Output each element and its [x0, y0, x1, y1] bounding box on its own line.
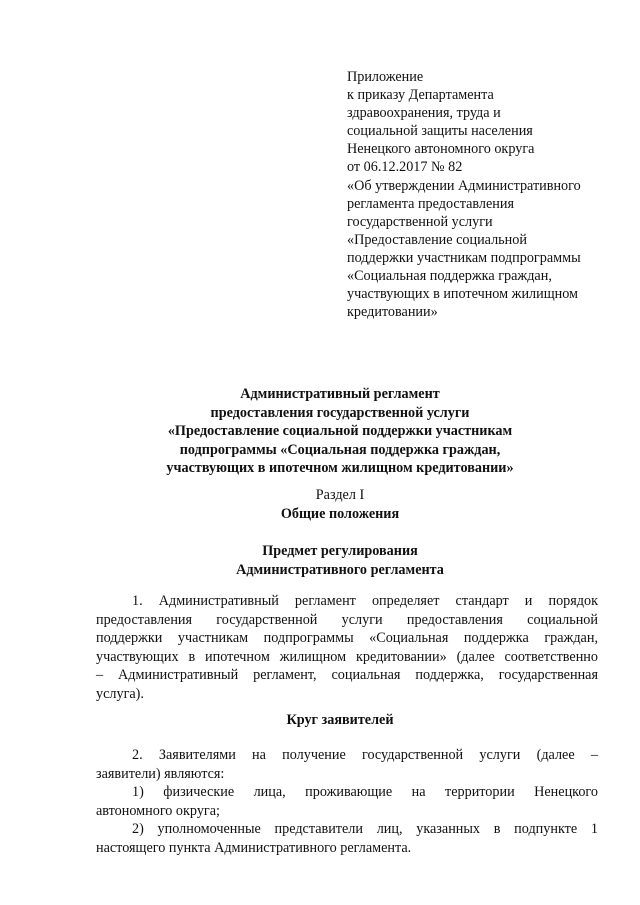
subject-heading-line-1: Предмет регулирования [262, 543, 418, 559]
paragraph-line: настоящего пункта Административного регламента. [96, 839, 412, 856]
appendix-line: к приказу Департамента [347, 87, 494, 104]
title-line: участвующих в ипотечном жилищном кредитовании» [166, 460, 514, 476]
title-line: Административный регламент [240, 386, 440, 402]
paragraph-line: заявители) являются: [96, 765, 225, 782]
paragraph-line: услуга). [96, 685, 144, 702]
appendix-line: «Социальная поддержка граждан, [347, 268, 552, 285]
paragraph-line: предоставления государственной услуги предоставления социальной [96, 611, 598, 628]
appendix-line: Приложение [347, 69, 424, 85]
appendix-line: Ненецкого автономного округа [347, 141, 535, 158]
paragraph-2 [96, 746, 598, 858]
section-number: Раздел I [315, 487, 365, 503]
appendix-block [347, 68, 617, 321]
title-line: «Предоставление социальной поддержки участникам [167, 423, 513, 439]
appendix-line: здравоохранения, труда и [347, 105, 501, 122]
title-line: предоставления государственной услуги [210, 404, 470, 421]
subject-heading-line-2: Административного регламента [236, 562, 444, 578]
appendix-line: участвующих в ипотечном жилищном [347, 286, 579, 303]
appendix-line: кредитовании» [347, 304, 438, 321]
paragraph-line: 1) физические лица, проживающие на территории Ненецкого [132, 784, 598, 801]
document-title [80, 385, 600, 478]
paragraph-1 [96, 592, 598, 704]
paragraph-line: поддержки участникам подпрограммы «Социальная поддержка граждан, [96, 630, 598, 647]
appendix-line: «Об утверждении Административного [347, 177, 581, 194]
paragraph-line: 2. Заявителями на получение государственной услуги (далее – [132, 747, 598, 763]
appendix-line: регламента предоставления [347, 195, 514, 212]
paragraph-line: участвующих в ипотечном жилищном кредитовании» (далее соответственно [96, 648, 598, 665]
appendix-line: от 06.12.2017 № 82 [347, 159, 463, 176]
paragraph-line: 1. Административный регламент определяет стандарт и порядок [132, 593, 598, 609]
appendix-line: поддержки участникам подпрограммы [347, 249, 581, 266]
appendix-line: государственной услуги [347, 213, 493, 230]
applicants-heading: Круг заявителей [286, 712, 394, 728]
paragraph-line: – Административный регламент, социальная поддержка, государственная [96, 667, 598, 684]
paragraph-line: 2) уполномоченные представители лиц, указанных в подпункте 1 [132, 821, 598, 838]
paragraph-line: автономного округа; [96, 802, 220, 819]
appendix-line: «Предоставление социальной [347, 231, 527, 248]
section-name: Общие положения [280, 506, 400, 522]
title-line: подпрограммы «Социальная поддержка граждан, [179, 441, 501, 458]
appendix-line: социальной защиты населения [347, 123, 533, 140]
